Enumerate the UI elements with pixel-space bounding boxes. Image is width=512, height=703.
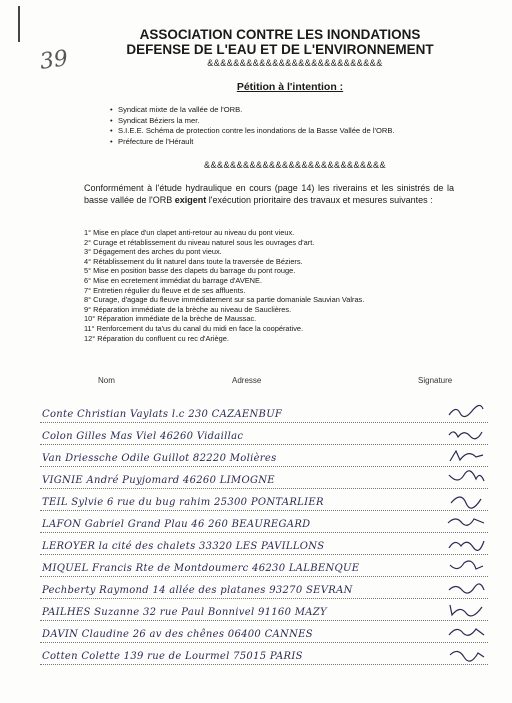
separator-middle: &&&&&&&&&&&&&&&&&&&&&&&&&&&&	[203, 160, 387, 170]
signature-row	[40, 444, 488, 467]
separator-top: &&&&&&&&&&&&&&&&&&&&&&&&&&&	[207, 58, 383, 68]
signer-entry: DAVIN Claudine 26 av des chênes 06400 CANNES	[42, 629, 313, 640]
signature-row	[40, 422, 488, 445]
association-header	[100, 27, 460, 57]
signature-row	[40, 554, 488, 577]
column-header-address: Adresse	[232, 376, 262, 385]
intro-bold: exigent	[174, 195, 207, 205]
handwritten-signature	[446, 579, 486, 597]
handwritten-signature	[446, 491, 486, 509]
header-line-1: ASSOCIATION CONTRE LES INONDATIONS	[139, 27, 421, 42]
header-line-2: DEFENSE DE L'EAU ET DE L'ENVIRONNEMENT	[126, 42, 434, 57]
intro-paragraph	[84, 182, 454, 206]
handwritten-signature	[446, 645, 486, 663]
handwritten-signature	[446, 557, 486, 575]
demand-item: 12° Réparation du confluent cu rec d'Ariège.	[84, 333, 229, 343]
intro-part-1: Conformément à l'étude hydraulique en cours (page 14) les riverains et les sinistrés de la basse vallée de l'ORB	[84, 183, 454, 205]
handwritten-signature	[446, 403, 486, 421]
signer-entry: Conte Christian Vaylats l.c 230 CAZAENBUF	[42, 409, 283, 420]
demand-item: 7° Entretien régulier du fleuve et de ses affluents.	[84, 285, 246, 295]
signature-row	[40, 510, 488, 533]
recipient-list	[110, 105, 395, 147]
recipient-item: • Préfecture de l'Hérault	[110, 137, 395, 148]
intro-part-2: l'exécution prioritaire des travaux et mesures suivantes :	[206, 195, 433, 205]
signer-entry: Van Driessche Odile Guillot 82220 Molières	[42, 453, 277, 464]
recipient-item: • Syndicat Béziers la mer.	[110, 116, 395, 127]
petition-title: Pétition à l'intention :	[236, 81, 344, 93]
handwritten-signature	[446, 469, 486, 487]
signature-row	[40, 488, 488, 511]
signature-row	[40, 466, 488, 489]
demand-item: 8° Curage, d'agage du fleuve immédiatement sur sa partie domaniale Sauvian Valras.	[84, 295, 365, 305]
handwritten-signature	[446, 513, 486, 531]
demands-list	[84, 228, 364, 343]
signer-entry: TEIL Sylvie 6 rue du bug rahim 25300 PONTARLIER	[42, 497, 324, 508]
signature-row	[40, 576, 488, 599]
signature-row	[40, 598, 488, 621]
signer-entry: VIGNIE André Puyjomard 46260 LIMOGNE	[42, 475, 275, 486]
demand-item: 4° Rétablissement du lit naturel dans toute la traversée de Béziers.	[84, 256, 303, 266]
handwritten-signature	[446, 601, 486, 619]
signer-entry: LEROYER la cité des chalets 33320 LES PAVILLONS	[42, 541, 325, 552]
demand-item: 3° Dégagement des arches du pont vieux.	[84, 247, 222, 257]
signer-entry: PAILHES Suzanne 32 rue Paul Bonnivel 91160 MAZY	[42, 607, 327, 618]
signer-entry: Colon Gilles Mas Viel 46260 Vidaillac	[42, 431, 244, 442]
signature-row	[40, 532, 488, 555]
recipient-item: • S.I.E.E. Schéma de protection contre les inondations de la Basse Vallée de l'ORB.	[110, 126, 395, 137]
signature-row	[40, 642, 488, 665]
signature-row	[40, 400, 488, 423]
signer-entry: LAFON Gabriel Grand Plau 46 260 BEAUREGARD	[42, 519, 311, 530]
signer-entry: Pechberty Raymond 14 allée des platanes 93270 SEVRAN	[42, 585, 353, 596]
handwritten-signature	[446, 623, 486, 641]
demand-item: 10° Réparation immédiate de la brèche de Maussac.	[84, 314, 257, 324]
demand-item: 9° Réparation immédiate de la brèche au niveau de Sauclières.	[84, 304, 292, 314]
handwritten-signature	[446, 425, 486, 443]
handwritten-signature	[446, 447, 486, 465]
column-header-signature: Signature	[418, 376, 453, 385]
margin-mark	[18, 6, 20, 42]
handwritten-signature	[446, 535, 486, 553]
demand-item: 1° Mise en place d'un clapet anti-retour au niveau du pont vieux.	[84, 228, 295, 237]
demand-item: 11° Renforcement du ta'us du canal du midi en face la coopérative.	[84, 323, 304, 333]
recipient-item: • Syndicat mixte de la vallée de l'ORB.	[110, 105, 395, 116]
column-header-name: Nom	[98, 376, 115, 385]
signer-entry: Cotten Colette 139 rue de Lourmel 75015 PARIS	[42, 651, 303, 662]
signature-row	[40, 620, 488, 643]
demand-item: 2° Curage et rétablissement du niveau naturel sous les ouvrages d'art.	[84, 237, 315, 247]
demand-item: 6° Mise en ecretement immédiat du barrage d'AVENE.	[84, 275, 262, 285]
signer-entry: MIQUEL Francis Rte de Montdoumerc 46230 LALBENQUE	[42, 563, 360, 574]
demand-item: 5° Mise en position basse des clapets du barrage du pont rouge.	[84, 266, 296, 276]
handwritten-page-number: 39	[38, 46, 70, 75]
